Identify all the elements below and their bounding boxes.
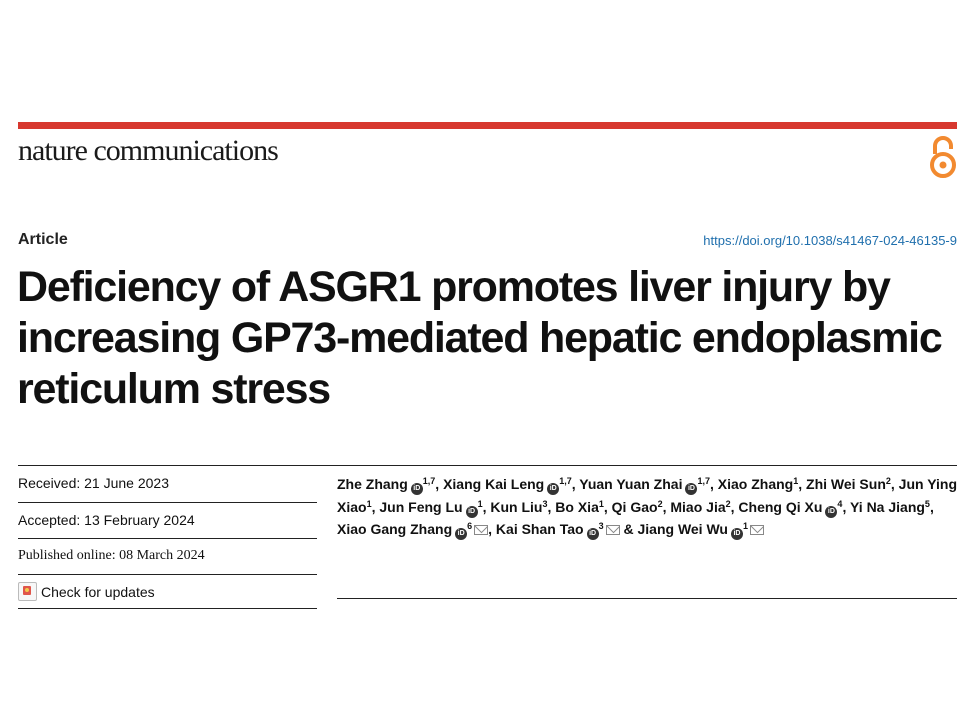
meta-divider bbox=[18, 574, 317, 575]
author-name: Miao Jia bbox=[670, 498, 726, 515]
author-list bbox=[337, 473, 959, 541]
author-name: Xiao Zhang bbox=[717, 476, 794, 492]
author-name: Yi Na Jiang bbox=[849, 498, 925, 515]
orcid-icon[interactable]: iD bbox=[731, 528, 743, 540]
author-separator: , bbox=[929, 498, 934, 515]
author[interactable] bbox=[718, 476, 798, 492]
email-icon[interactable] bbox=[750, 525, 764, 535]
author-name: Jiang Wei Wu bbox=[637, 521, 728, 537]
journal-name[interactable]: nature communications bbox=[18, 134, 278, 167]
affiliation-number: 1 bbox=[366, 498, 372, 509]
author-name: Yuan Yuan Zhai bbox=[579, 476, 683, 492]
published-date: Published online: 08 March 2024 bbox=[18, 548, 205, 563]
email-icon[interactable] bbox=[606, 525, 620, 535]
author-name: Zhe Zhang bbox=[337, 476, 408, 492]
author[interactable] bbox=[670, 499, 730, 515]
author-separator: , bbox=[603, 498, 612, 515]
orcid-icon[interactable]: iD bbox=[685, 483, 697, 495]
orcid-icon[interactable]: iD bbox=[466, 506, 478, 518]
author[interactable] bbox=[496, 521, 620, 537]
check-updates-button[interactable] bbox=[18, 582, 155, 601]
author-separator: , bbox=[798, 476, 807, 492]
check-updates-label: Check for updates bbox=[41, 583, 155, 600]
author[interactable] bbox=[490, 499, 547, 515]
author[interactable] bbox=[337, 476, 435, 492]
author[interactable] bbox=[379, 499, 482, 515]
author[interactable] bbox=[579, 476, 710, 492]
author-name: Qi Gao bbox=[611, 498, 658, 515]
affiliation-number: 3 bbox=[598, 521, 604, 531]
meta-divider-bottom bbox=[18, 608, 317, 609]
authors-divider bbox=[337, 598, 957, 599]
author[interactable] bbox=[337, 521, 488, 537]
author[interactable] bbox=[637, 521, 764, 537]
orcid-icon[interactable]: iD bbox=[825, 506, 837, 518]
author-separator: , bbox=[890, 476, 899, 492]
author-name: Jun Ying Xiao bbox=[337, 476, 958, 515]
author[interactable] bbox=[806, 476, 891, 492]
received-date: Received: 21 June 2023 bbox=[18, 475, 169, 491]
affiliation-number: 1 bbox=[793, 476, 799, 486]
affiliation-number: 1,7 bbox=[559, 476, 572, 486]
author-separator: & bbox=[619, 521, 638, 537]
affiliation-number: 2 bbox=[885, 476, 891, 486]
accepted-date: Accepted: 13 February 2024 bbox=[18, 512, 195, 528]
affiliation-number: 1,7 bbox=[422, 476, 436, 486]
affiliation-number: 5 bbox=[924, 498, 930, 509]
article-type-label: Article bbox=[18, 231, 68, 248]
crossmark-icon bbox=[18, 582, 37, 601]
email-icon[interactable] bbox=[474, 525, 488, 535]
affiliation-number: 1 bbox=[477, 498, 483, 509]
author-name: Xiang Kai Leng bbox=[443, 476, 545, 492]
author[interactable] bbox=[443, 476, 572, 492]
affiliation-number: 1,7 bbox=[697, 476, 710, 486]
author-name: Bo Xia bbox=[555, 498, 599, 515]
affiliation-number: 1 bbox=[742, 521, 748, 531]
meta-divider bbox=[18, 502, 317, 503]
affiliation-number: 2 bbox=[657, 498, 663, 509]
author-separator: , bbox=[435, 476, 444, 492]
doi-link[interactable]: https://doi.org/10.1038/s41467-024-46135-9 bbox=[703, 233, 957, 248]
author-separator: , bbox=[488, 521, 496, 537]
author-name: Zhi Wei Sun bbox=[806, 476, 886, 492]
author-separator: , bbox=[571, 476, 580, 492]
author[interactable] bbox=[850, 499, 930, 515]
author[interactable] bbox=[612, 499, 663, 515]
orcid-icon[interactable]: iD bbox=[587, 528, 599, 540]
author[interactable] bbox=[738, 499, 842, 515]
author-separator: , bbox=[371, 498, 380, 515]
author-name: Kun Liu bbox=[490, 498, 543, 515]
meta-divider bbox=[18, 538, 317, 539]
author-separator: , bbox=[842, 498, 850, 515]
author-separator: , bbox=[547, 498, 556, 515]
author-name: Cheng Qi Xu bbox=[738, 498, 823, 515]
affiliation-number: 6 bbox=[467, 521, 473, 531]
author-separator: , bbox=[730, 498, 739, 515]
meta-divider-top bbox=[18, 465, 957, 466]
author-name: Xiao Gang Zhang bbox=[337, 521, 453, 537]
affiliation-number: 2 bbox=[725, 498, 731, 509]
author-name: Kai Shan Tao bbox=[495, 521, 584, 537]
journal-accent-bar bbox=[18, 122, 957, 129]
open-access-icon bbox=[925, 134, 961, 180]
orcid-icon[interactable]: iD bbox=[455, 528, 467, 540]
orcid-icon[interactable]: iD bbox=[547, 483, 559, 495]
author[interactable] bbox=[555, 499, 604, 515]
affiliation-number: 1 bbox=[598, 498, 604, 509]
affiliation-number: 4 bbox=[837, 498, 843, 509]
author-separator: , bbox=[709, 476, 718, 492]
author-name: Jun Feng Lu bbox=[379, 498, 463, 515]
orcid-icon[interactable]: iD bbox=[411, 483, 423, 495]
affiliation-number: 3 bbox=[542, 498, 548, 509]
article-title: Deficiency of ASGR1 promotes liver injury by increasing GP73-mediated hepatic endoplasmic reticulum stress bbox=[17, 263, 942, 413]
author-separator: , bbox=[482, 498, 491, 515]
author-separator: , bbox=[662, 498, 671, 515]
